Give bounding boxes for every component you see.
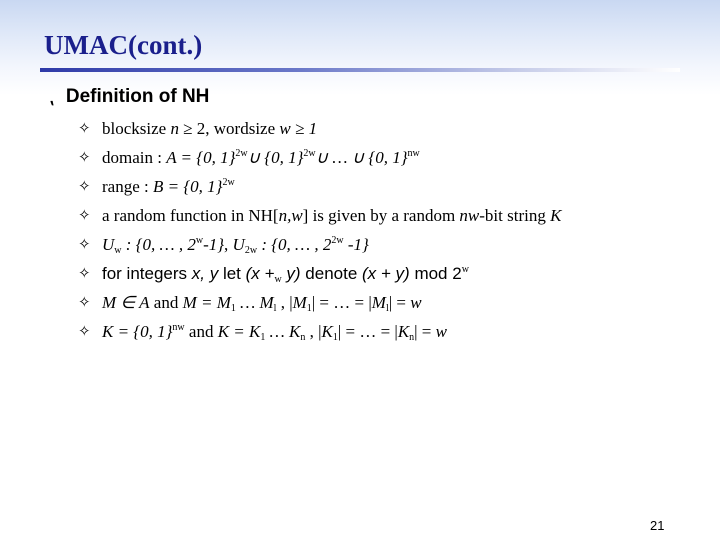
text-run: w <box>435 321 447 341</box>
text-run: 2w <box>244 244 258 256</box>
list-item <box>78 143 561 172</box>
text-run: 2w <box>303 147 316 159</box>
text-run: B = {0, 1} <box>152 176 223 196</box>
list-item <box>78 230 561 259</box>
text-run: y) <box>281 263 301 283</box>
text-run: -1} <box>343 234 369 254</box>
list-item <box>78 259 561 288</box>
diamond-bullet-icon: ✧ <box>78 237 91 253</box>
text-run: 2w <box>235 147 248 159</box>
text-run: K = {0, 1} <box>102 321 173 341</box>
list-item <box>78 114 561 143</box>
list-item-text <box>102 119 317 139</box>
diamond-bullet-icon: ✧ <box>78 179 91 195</box>
text-run: ∪ … ∪ {0, 1} <box>315 147 408 167</box>
text-run: denote <box>300 263 363 283</box>
text-run: n <box>409 331 415 343</box>
text-run: and <box>184 321 218 341</box>
text-run: nw <box>407 147 420 159</box>
text-run: w <box>410 292 422 312</box>
text-run: w <box>279 118 291 138</box>
text-run: w <box>274 273 282 285</box>
text-run: ∪ {0, 1} <box>247 147 304 167</box>
text-run: -bit string <box>479 205 551 225</box>
list-item <box>78 201 561 230</box>
text-run: K <box>397 321 410 341</box>
slide-title: UMAC(cont.) <box>44 30 203 60</box>
heading-bullet-icon: ⹁ <box>50 90 54 107</box>
text-run: blocksize <box>102 118 171 138</box>
text-run: mod 2 <box>409 263 462 283</box>
diamond-bullet-icon: ✧ <box>78 208 91 224</box>
list-item-text <box>102 293 422 313</box>
text-run: for integers <box>102 263 192 283</box>
text-run: U <box>102 234 115 254</box>
list-item <box>78 317 561 346</box>
text-run: 1 <box>306 302 312 314</box>
text-run: M = M <box>182 292 231 312</box>
text-run: | = … = | <box>337 321 398 341</box>
text-run: 2w <box>222 176 235 188</box>
text-run: U <box>232 234 245 254</box>
text-run: , | <box>276 292 293 312</box>
diamond-bullet-icon: ✧ <box>78 121 91 137</box>
text-run: M <box>371 292 386 312</box>
text-run: , | <box>305 321 322 341</box>
heading-bullet-point <box>50 86 209 108</box>
text-run: K <box>321 321 333 341</box>
text-run: n,w <box>278 205 303 225</box>
text-run: ] is given by a random <box>302 205 460 225</box>
text-run: ≥ 1 <box>290 118 318 138</box>
text-run: | = <box>388 292 411 312</box>
list-item-text <box>102 264 469 284</box>
heading-text: Definition of NH <box>65 86 210 107</box>
text-run: 2w <box>331 234 344 246</box>
list-item <box>78 172 561 201</box>
text-run: | = … = | <box>311 292 372 312</box>
text-run: and <box>149 292 183 312</box>
text-run: a random function in NH[ <box>102 205 279 225</box>
list-item-text <box>102 148 420 168</box>
text-run: l <box>273 302 277 314</box>
text-run: : {0, … , 2 <box>121 234 196 254</box>
text-run: n <box>300 331 306 343</box>
text-run: … K <box>265 321 301 341</box>
text-run: range : <box>102 176 153 196</box>
text-run: l <box>385 302 389 314</box>
text-run: 1 <box>332 331 338 343</box>
text-run: w <box>195 234 204 246</box>
page-number: 21 <box>650 518 665 533</box>
diamond-bullet-icon: ✧ <box>78 295 91 311</box>
text-run: domain : <box>102 147 167 167</box>
text-run: A = {0, 1} <box>166 147 236 167</box>
list-item-text <box>102 177 235 197</box>
diamond-bullet-icon: ✧ <box>78 266 91 282</box>
text-run: (x + y) <box>362 263 410 283</box>
list-item-text <box>102 235 369 255</box>
text-run: n <box>170 118 179 138</box>
text-run: x, y <box>191 263 219 283</box>
diamond-bullet-icon: ✧ <box>78 150 91 166</box>
text-run: 1 <box>260 331 266 343</box>
text-run: w <box>461 263 469 275</box>
text-run: let <box>218 263 246 283</box>
text-run: -1} <box>203 234 225 254</box>
text-run: nw <box>172 321 185 333</box>
text-run: K <box>550 205 562 225</box>
text-run: 1 <box>230 302 236 314</box>
text-run: w <box>114 244 122 256</box>
text-run: | = <box>414 321 436 341</box>
title-underline <box>40 68 680 72</box>
text-run: nw <box>459 205 480 225</box>
text-run: (x + <box>245 263 275 283</box>
text-run: K = K <box>217 321 261 341</box>
text-run: : {0, … , 2 <box>257 234 332 254</box>
text-run: M ∈ A <box>102 292 150 312</box>
diamond-bullet-icon: ✧ <box>78 324 91 340</box>
list-item <box>78 288 561 317</box>
definition-list <box>78 114 561 346</box>
list-item-text <box>102 322 447 342</box>
text-run: , <box>224 234 233 254</box>
text-run: … M <box>235 292 274 312</box>
text-run: M <box>292 292 307 312</box>
list-item-text <box>102 206 561 226</box>
text-run: ≥ 2, wordsize <box>178 118 280 138</box>
